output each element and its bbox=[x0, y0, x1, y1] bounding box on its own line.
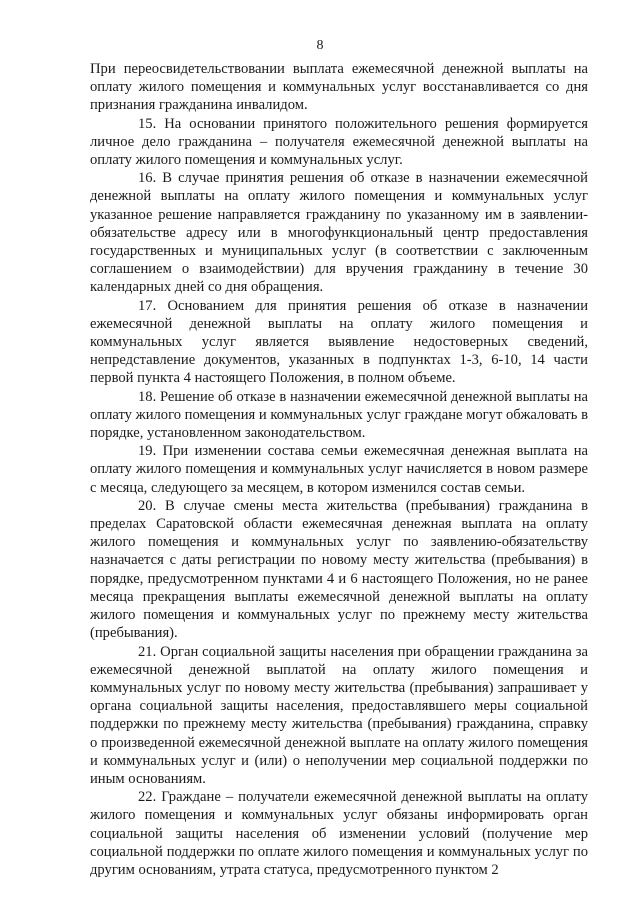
page-number: 8 bbox=[316, 38, 324, 53]
paragraph-item-15: 15. На основании принятого положительного решения формируется личное дело гражданина – получателя ежемесячной денежной выплаты на оплату жилого помещения и коммунальных услуг. bbox=[90, 115, 588, 169]
paragraph-item-18: 18. Решение об отказе в назначении ежемесячной денежной выплаты на оплату жилого помещения и коммунальных услуг граждане могут обжаловать в порядке, установленном законодательством. bbox=[90, 388, 588, 442]
paragraph-item-21: 21. Орган социальной защиты населения при обращении гражданина за ежемесячной денежной выплатой на оплату жилого помещения и коммунальных услуг по новому месту жительства (пребывания) запрашивает у органа социальной защиты населения, предоставлявшего меры социальной поддержки по прежнему месту жительства (пребывания) гражданина, справку о произведенной ежемесячной денежной выплате на оплату жилого помещения и коммунальных услуг и (или) о неполучении мер социальной поддержки по иным основаниям. bbox=[90, 643, 588, 787]
paragraph-item-16: 16. В случае принятия решения об отказе в назначении ежемесячной денежной выплаты на оплату жилого помещения и коммунальных услуг указанное решение направляется гражданину по указанному им в заявлении-обязательстве адресу или в многофункциональный центр предоставления государственных и муниципальных услуг (в соответствии с заключенным соглашением о взаимодействии) для вручения гражданину в течение 30 календарных дней со дня обращения. bbox=[90, 170, 588, 296]
paragraph-item-17: 17. Основанием для принятия решения об отказе в назначении ежемесячной денежной выплаты на оплату жилого помещения и коммунальных услуг является выявление недостоверных сведений, непредставление документов, указанных в подпунктах 1-3, 6-10, 14 части первой пункта 4 настоящего Положения, в полном объеме. bbox=[90, 297, 588, 387]
document-body bbox=[90, 60, 588, 879]
paragraph-item-19: 19. При изменении состава семьи ежемесячная денежная выплата на оплату жилого помещения и коммунальных услуг начисляется в новом размере с месяца, следующего за месяцем, в котором изменился состав семьи. bbox=[90, 443, 588, 496]
paragraph-item-20: 20. В случае смены места жительства (пребывания) гражданина в пределах Саратовской области ежемесячная денежная выплата на оплату жилого помещения и коммунальных услуг по заявлению-обязательству назначается с даты регистрации по новому месту жительства (пребывания) в порядке, предусмотренном пунктами 4 и 6 настоящего Положения, но не ранее месяца прекращения выплаты ежемесячной денежной выплаты на оплату жилого помещения и коммунальных услуг по прежнему месту жительства (пребывания). bbox=[90, 497, 588, 642]
paragraph-item-22: 22. Граждане – получатели ежемесячной денежной выплаты на оплату жилого помещения и коммунальных услуг обязаны информировать орган социальной защиты населения об изменении условий (получение мер социальной поддержки по оплате жилого помещения и коммунальных услуг по другим основаниям, утрата статуса, предусмотренного пунктом 2 bbox=[90, 789, 588, 878]
paragraph-continuation: При переосвидетельствовании выплата ежемесячной денежной выплаты на оплату жилого помещения и коммунальных услуг восстанавливается со дня признания гражданина инвалидом. bbox=[90, 61, 588, 114]
